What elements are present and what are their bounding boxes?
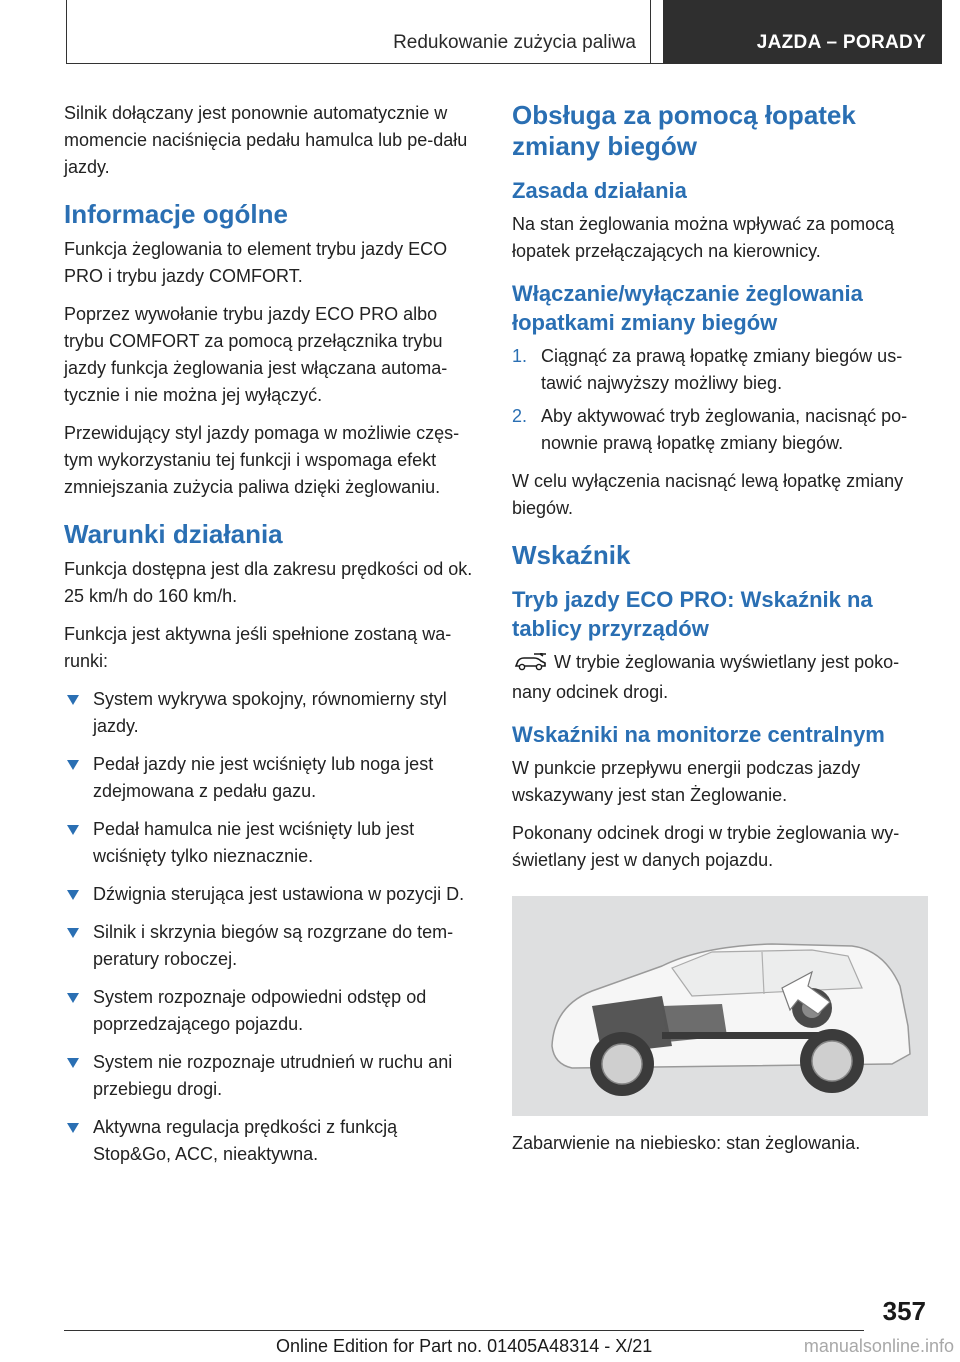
list-item: Dźwignia sterująca jest ustawiona w pozycji D. [64, 881, 478, 908]
list-item: System nie rozpoznaje utrudnień w ruchu ani przebiegu drogi. [64, 1049, 478, 1103]
general-paragraph-3: Przewidujący styl jazdy pomaga w możliwie częs-tym wykorzystaniu tej funkcji i wspomaga efekt zmniejszania zużycia paliwa dzięki żeglowaniu. [64, 423, 460, 497]
page-number: 357 [882, 1296, 926, 1326]
heading-conditions: Warunki działania [64, 519, 283, 549]
heading-toggle-coasting: Włączanie/wyłączanie żeglowania łopatkami zmiany biegów [512, 281, 863, 335]
left-column [64, 100, 478, 1179]
principle-paragraph: Na stan żeglowania można wpływać za pomocą łopatek przełączających na kierownicy. [512, 214, 895, 261]
edition-text: Online Edition for Part no. 01405A48314 - X/21 [276, 1336, 653, 1356]
watermark-text: manualsonline.info [803, 1336, 954, 1356]
list-item: 2. Aby aktywować tryb żeglowania, nacisnąć po-nownie prawą łopatkę zmiany biegów. [512, 403, 928, 457]
heading-central-monitor: Wskaźniki na monitorze centralnym [512, 722, 885, 747]
step-number: 2. [512, 406, 528, 426]
monitor-paragraph-1: W punkcie przepływu energii podczas jazdy wskazywany jest stan Żeglowanie. [512, 758, 861, 805]
general-paragraph-1: Funkcja żeglowania to element trybu jazdy ECO PRO i trybu jazdy COMFORT. [64, 239, 448, 286]
triangle-bullet-icon [67, 928, 79, 938]
triangle-bullet-icon [67, 890, 79, 900]
step-number: 1. [512, 346, 528, 366]
monitor-paragraph-2: Pokonany odcinek drogi w trybie żeglowania wy-świetlany jest w danych pojazdu. [512, 823, 900, 870]
triangle-bullet-icon [67, 1058, 79, 1068]
eco-paragraph: W trybie żeglowania wyświetlany jest poko-nany odcinek drogi. [512, 652, 900, 702]
intro-paragraph: Silnik dołączany jest ponownie automatycznie w momencie naciśnięcia pedału hamulca lub pe-dału jazdy. [64, 103, 468, 177]
heading-indicator: Wskaźnik [512, 540, 631, 570]
list-item: Aktywna regulacja prędkości z funkcją Stop&Go, ACC, nieaktywna. [64, 1114, 478, 1168]
list-item: Pedał jazdy nie jest wciśnięty lub noga jest zdejmowana z pedału gazu. [64, 751, 478, 805]
heading-principle: Zasada działania [512, 178, 687, 203]
list-item: 1. Ciągnąć za prawą łopatkę zmiany biegów us-tawić najwyższy możliwy bieg. [512, 343, 928, 397]
chapter-tab: JAZDA – PORADY [663, 0, 942, 64]
heading-eco-pro: Tryb jazdy ECO PRO: Wskaźnik na tablicy przyrządów [512, 587, 873, 641]
heading-paddles: Obsługa za pomocą łopatek zmiany biegów [512, 100, 856, 161]
list-item: Silnik i skrzynia biegów są rozgrzane do tem-peratury roboczej. [64, 919, 478, 973]
triangle-bullet-icon [67, 993, 79, 1003]
list-item: System rozpoznaje odpowiedni odstęp od poprzedzającego pojazdu. [64, 984, 478, 1038]
right-column [512, 100, 928, 1168]
triangle-bullet-icon [67, 1123, 79, 1133]
heading-general-info: Informacje ogólne [64, 199, 288, 229]
triangle-bullet-icon [67, 760, 79, 770]
list-item: Pedał hamulca nie jest wciśnięty lub jest wciśnięty tylko nieznacznie. [64, 816, 478, 870]
toggle-steps-list [512, 343, 928, 457]
page-header [66, 0, 942, 64]
car-drivetrain-illustration [512, 896, 928, 1116]
conditions-list [64, 686, 478, 1168]
list-item: System wykrywa spokojny, równomierny styl jazdy. [64, 686, 478, 740]
coasting-car-icon [512, 652, 548, 679]
conditions-paragraph-1: Funkcja dostępna jest dla zakresu prędkości od ok. 25 km/h do 160 km/h. [64, 559, 473, 606]
general-paragraph-2: Poprzez wywołanie trybu jazdy ECO PRO albo trybu COMFORT za pomocą przełącznika trybu jazdy funkcja żeglowania jest włączana automa-tycznie i nie można jej wyłączyć. [64, 304, 448, 405]
toggle-off-paragraph: W celu wyłączenia nacisnąć lewą łopatkę zmiany biegów. [512, 471, 904, 518]
section-title: Redukowanie zużycia paliwa [67, 0, 651, 64]
figure-caption: Zabarwienie na niebiesko: stan żeglowania. [512, 1133, 861, 1153]
triangle-bullet-icon [67, 695, 79, 705]
footer-divider [64, 1330, 864, 1331]
conditions-paragraph-2: Funkcja jest aktywna jeśli spełnione zostaną wa-runki: [64, 624, 452, 671]
triangle-bullet-icon [67, 825, 79, 835]
